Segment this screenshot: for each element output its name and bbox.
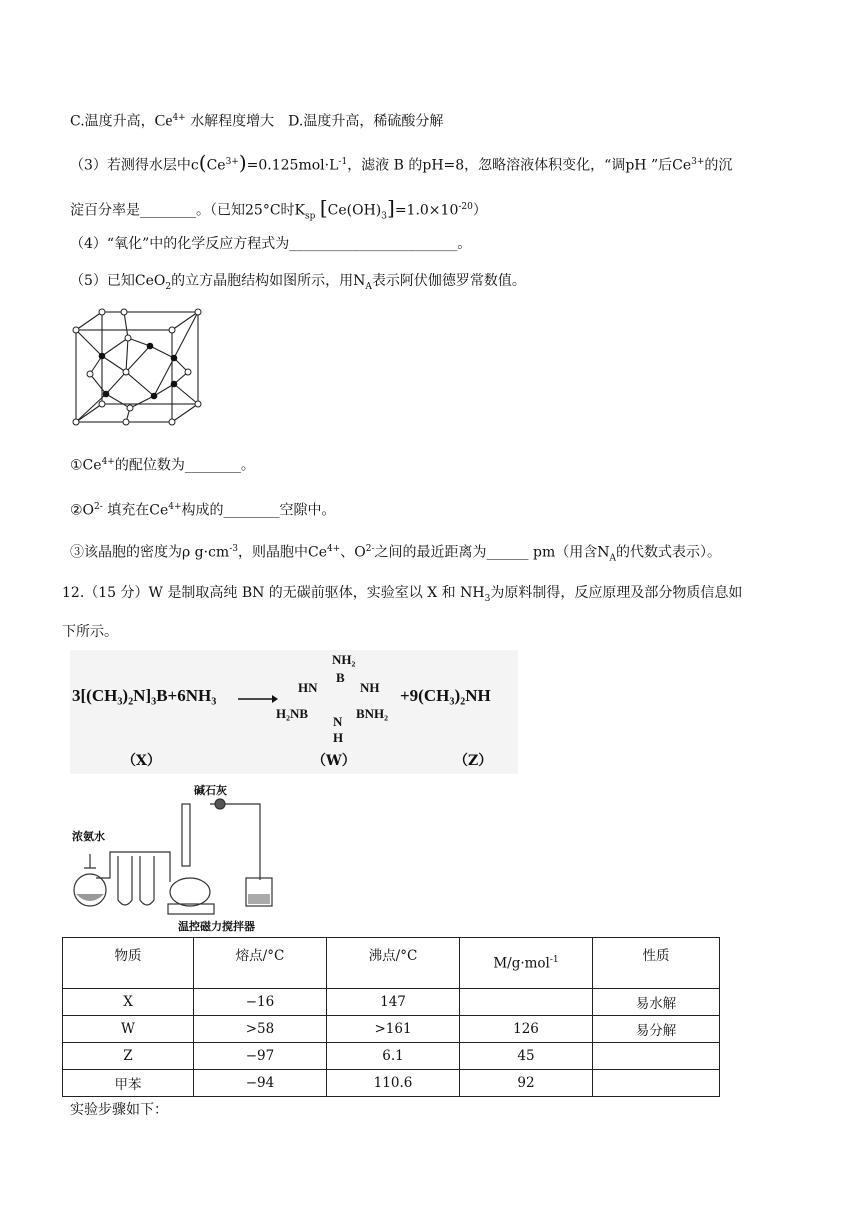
ring-nh2-top: NH₂ xyxy=(332,652,356,667)
ring-h2nb: H₂NB xyxy=(276,706,309,721)
table-cell: Z xyxy=(63,1043,194,1070)
question-3-line: （3）若测得水层中$c(Ce^{3+})=0.125mol\cdot L^{-1}$，滤液 B 的pH=8，忽略溶液体积变化，“调pH ”后$Ce^{3+}$的沉 xyxy=(70,150,733,175)
ceo2-unit-cell-figure xyxy=(70,308,210,428)
header-cell: 熔点/°C xyxy=(194,938,327,989)
table-cell: >161 xyxy=(327,1016,460,1043)
table-header-row xyxy=(63,938,720,989)
table-cell: 126 xyxy=(460,1016,593,1043)
soda-lime-label: 碱石灰 xyxy=(194,784,227,797)
ring-hn-left: HN xyxy=(298,680,318,695)
header-cell: 物质 xyxy=(63,938,194,989)
table-cell: 甲苯 xyxy=(63,1070,194,1097)
header-cell: M/g·mol$^{-1}$ xyxy=(460,938,593,989)
table-cell: −97 xyxy=(194,1043,327,1070)
label-x: （X） xyxy=(122,753,161,769)
table-cell: 110.6 xyxy=(327,1070,460,1097)
header-cell: 性质 xyxy=(593,938,720,989)
sub-question-2: $②O^{2-}$ 填充在$Ce^{4+}$构成的________空隙中。 xyxy=(70,502,336,519)
ring-bnh2: BNH₂ xyxy=(356,706,389,721)
table-cell xyxy=(593,1070,720,1097)
question-4-line: （4）“氧化”中的化学反应方程式为________________________。 xyxy=(70,236,472,252)
conc-ammonia-label: 浓氨水 xyxy=(72,830,105,843)
ring-n-bottom: N xyxy=(333,714,343,729)
problem-12-line-1: 12.（15 分）W 是制取高纯 BN 的无碳前驱体，实验室以 X 和 $NH_3$为原料制得，反应原理及部分物质信息如 xyxy=(62,585,743,604)
table-cell xyxy=(460,989,593,1016)
question-3-line-2: 淀百分率是________。（已知25°C时$K_{sp}$ $[Ce(OH)_3]=1.0\times 10^{-20}$） xyxy=(70,195,487,222)
table-cell: −94 xyxy=(194,1070,327,1097)
reactants: 3[(CH₃)₂N]₃B+6NH₃ xyxy=(72,686,217,705)
reaction-arrow-icon xyxy=(238,694,278,704)
problem-12-line-2: 下所示。 xyxy=(62,624,118,640)
product-z: +9(CH₃)₂NH xyxy=(400,686,491,705)
table-row xyxy=(63,1070,720,1097)
table-row xyxy=(63,1043,720,1070)
table-cell: 45 xyxy=(460,1043,593,1070)
label-w: （W） xyxy=(312,753,356,769)
table-cell: 易水解 xyxy=(593,989,720,1016)
header-cell: 沸点/°C xyxy=(327,938,460,989)
ring-h-bottom: H xyxy=(333,730,344,745)
apparatus-drawing xyxy=(70,782,276,932)
steps-intro: 实验步骤如下： xyxy=(70,1102,168,1118)
stirrer-label: 温控磁力搅拌器 xyxy=(178,920,255,933)
table-cell: 6.1 xyxy=(327,1043,460,1070)
reaction-scheme xyxy=(70,650,518,774)
table-cell: 147 xyxy=(327,989,460,1016)
apparatus-figure xyxy=(70,782,276,932)
sub-question-3: ③该晶胞的密度为ρ $g\cdot cm^{-3}$，则晶胞中$Ce^{4+}$、$O^{2-}$之间的最近距离为______ pm（用含$N_A$的代数式表示）。 xyxy=(70,544,721,564)
ring-nh-right: NH xyxy=(360,680,380,695)
option-c-d-line: C.温度升高，$Ce^{4+}$ 水解程度增大 D.温度升高，稀硫酸分解 xyxy=(70,112,444,130)
table-cell: −16 xyxy=(194,989,327,1016)
table-row xyxy=(63,1016,720,1043)
question-5-line: （5）已知CeO$_2$的立方晶胞结构如图所示，用$N_A$表示阿伏伽德罗常数值。 xyxy=(70,273,526,292)
ring-b-top: B xyxy=(336,670,345,685)
table-cell xyxy=(593,1043,720,1070)
properties-table xyxy=(62,937,720,1097)
table-cell: 易分解 xyxy=(593,1016,720,1043)
table-cell: 92 xyxy=(460,1070,593,1097)
label-z: （Z） xyxy=(454,753,493,769)
table-cell: W xyxy=(63,1016,194,1043)
table-row xyxy=(63,989,720,1016)
table-cell: >58 xyxy=(194,1016,327,1043)
sub-question-1: $①Ce^{4+}$的配位数为________。 xyxy=(70,457,255,474)
table-cell: X xyxy=(63,989,194,1016)
